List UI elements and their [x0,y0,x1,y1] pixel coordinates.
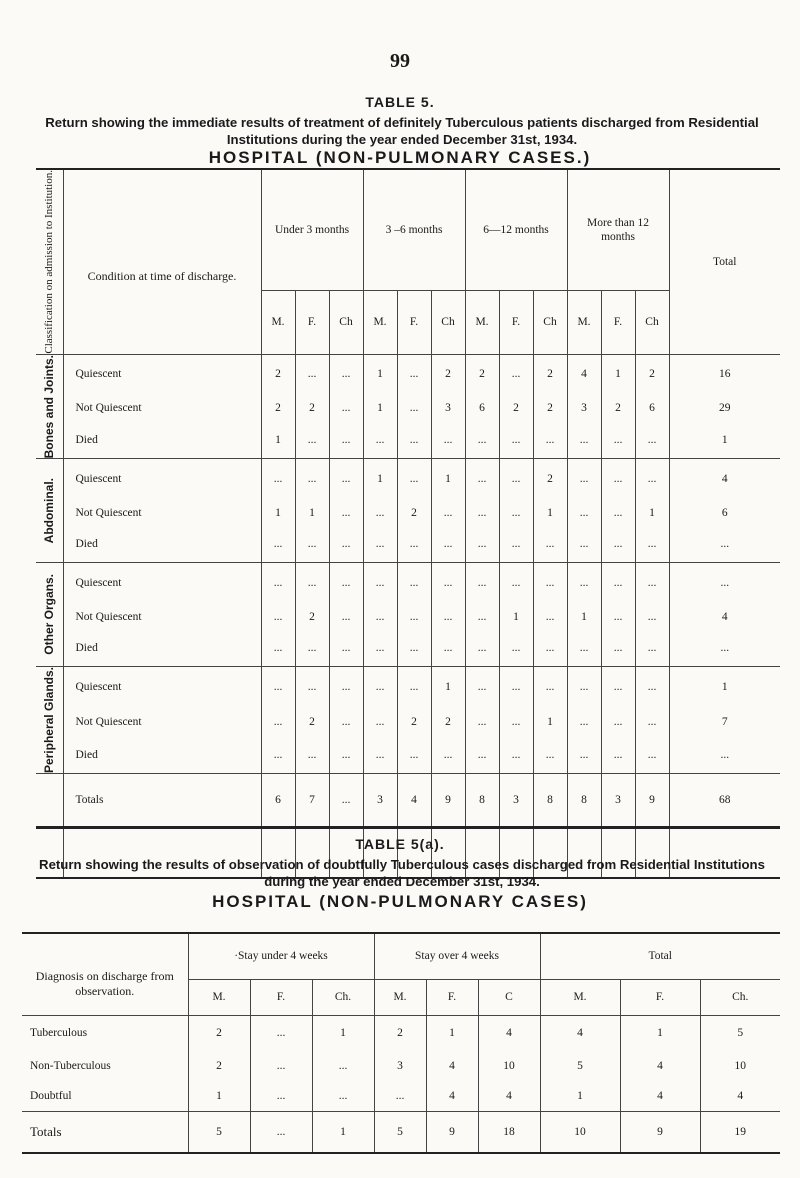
table-cell: ... [295,354,329,394]
table-cell: 4 [737,1090,744,1102]
table-cell: ... [397,736,431,773]
total-cell: 5 [374,1112,426,1154]
rule [36,826,780,829]
table-cell: 4 [478,1081,540,1112]
table-cell: ... [295,422,329,458]
condition-label: Died [63,736,261,773]
table-cell: ... [261,459,295,499]
table-cell: ... [312,1081,374,1112]
table-row [36,394,780,422]
sub-header: F. [426,979,478,1015]
table-cell: 2 [295,708,329,737]
table-cell: ... [329,499,363,527]
table-cell: 2 [635,354,669,394]
table-cell: 1 [721,681,728,694]
table-cell: ... [363,631,397,667]
table-cell: ... [397,603,431,631]
table-cell: 6 [465,394,499,422]
sub-header: Ch [431,290,465,354]
table-row [22,1081,780,1112]
table-cell: 4 [426,1081,478,1112]
table-cell: ... [465,563,499,603]
table-cell: ... [499,631,533,667]
table-cell: ... [329,736,363,773]
table-cell: ... [329,667,363,708]
table-cell: ... [567,459,601,499]
table-row [36,499,780,527]
total-cell: 18 [478,1112,540,1154]
table-cell: ... [499,736,533,773]
table-cell: 4 [540,1015,620,1051]
table-cell: ... [465,499,499,527]
table-cell: ... [465,422,499,458]
total-cell: 4 [397,774,431,878]
table-cell: 1 [533,708,567,737]
table-cell: ... [329,459,363,499]
table-cell: 1 [426,1015,478,1051]
total-header: Total [669,169,780,354]
table-cell: 4 [620,1051,700,1081]
table-cell: 7 [721,716,728,729]
sub-header: F. [601,290,635,354]
sub-header: F. [499,290,533,354]
condition-label: Quiescent [63,459,261,499]
table-cell: ... [261,527,295,563]
table-cell: ... [533,667,567,708]
table-cell: ... [635,603,669,631]
table-cell: 2 [533,354,567,394]
table-cell: 2 [261,354,295,394]
table-cell: ... [601,459,635,499]
table-cell: 29 [719,402,731,415]
table-cell: 2 [601,394,635,422]
condition-label: Not Quiescent [63,603,261,631]
total-cell: 3 [601,774,635,878]
table-cell: ... [499,422,533,458]
sub-header: Ch [533,290,567,354]
table-cell: ... [261,603,295,631]
table-row [36,631,780,667]
table-cell: 2 [431,708,465,737]
table-cell: 2 [295,603,329,631]
table-cell: ... [601,603,635,631]
table-cell: ... [397,563,431,603]
table-cell: 2 [397,708,431,737]
table-cell: 2 [499,394,533,422]
table-cell: ... [363,603,397,631]
total-cell: 3 [363,774,397,878]
table-cell: ... [669,527,780,563]
sub-header: M. [188,979,250,1015]
table-cell: ... [329,631,363,667]
table-cell: ... [363,667,397,708]
table-cell: ... [533,603,567,631]
table-cell: ... [329,603,363,631]
table-cell: 1 [431,667,465,708]
table-cell: 1 [363,394,397,422]
table-cell: ... [635,631,669,667]
table-cell: 3 [431,394,465,422]
table-cell: 1 [295,499,329,527]
table-cell: 2 [465,354,499,394]
table-cell: ... [720,576,730,589]
table-cell: ... [295,459,329,499]
total-cell: 3 [499,774,533,878]
table-cell: 4 [721,472,728,485]
total-cell: 8 [533,774,567,878]
table-cell: ... [567,499,601,527]
total-cell: 9 [431,774,465,878]
table-cell: 4 [567,354,601,394]
table-cell: ... [465,708,499,737]
sub-header: Ch [635,290,669,354]
diagnosis-label: Tuberculous [22,1015,188,1051]
table-cell: ... [431,631,465,667]
table-cell: ... [295,667,329,708]
table-cell: ... [601,667,635,708]
sub-header: F. [250,979,312,1015]
table-cell: ... [465,527,499,563]
table-cell: 1 [635,499,669,527]
table-cell: ... [295,527,329,563]
condition-label: Died [63,422,261,458]
table5a-label: TABLE 5(a). [355,836,445,852]
table-cell: 2 [374,1015,426,1051]
group-label: Other Organs. [36,563,63,667]
table-cell: ... [397,354,431,394]
total-cell: 19 [700,1112,780,1154]
table-cell: ... [329,563,363,603]
table-cell: ... [363,736,397,773]
table-cell: ... [465,603,499,631]
table-cell: ... [363,527,397,563]
period-header: 3 –6 months [363,169,465,290]
table-cell: ... [363,422,397,458]
table-cell: ... [635,708,669,737]
condition-label: Not Quiescent [63,499,261,527]
table-row [36,354,780,394]
sub-header: Ch. [700,979,780,1015]
table-cell: 16 [719,368,731,381]
table-cell: ... [533,527,567,563]
table-cell: 10 [478,1051,540,1081]
table-cell: ... [261,667,295,708]
table-cell: ... [261,631,295,667]
table-cell: 2 [431,354,465,394]
table-cell: ... [431,527,465,563]
total-cell: 8 [465,774,499,878]
sub-header: M. [261,290,295,354]
total-cell: 9 [635,774,669,878]
table-cell: ... [329,708,363,737]
table-cell: 2 [533,394,567,422]
table-cell: 4 [620,1081,700,1112]
total-cell: ... [250,1112,312,1154]
table-cell: 1 [499,603,533,631]
table-row [36,422,780,458]
table-cell: ... [567,631,601,667]
sub-header: M. [540,979,620,1015]
table-cell: 1 [363,354,397,394]
table5a-heading: HOSPITAL (NON-PULMONARY CASES) [212,892,588,911]
total-cell: 9 [620,1112,700,1154]
table-cell: ... [363,708,397,737]
table-cell: ... [431,603,465,631]
condition-label: Died [63,631,261,667]
table-cell: ... [635,667,669,708]
table-cell: 2 [295,394,329,422]
table-cell: ... [465,459,499,499]
table-cell: ... [499,708,533,737]
table-cell: 1 [188,1081,250,1112]
table-cell: ... [567,736,601,773]
table-cell: ... [601,527,635,563]
table-cell: 2 [533,459,567,499]
table-cell: ... [250,1015,312,1051]
table-row [36,667,780,708]
table-cell: ... [261,736,295,773]
sub-header: Ch. [312,979,374,1015]
table-row [36,603,780,631]
table-cell: 6 [635,394,669,422]
table-cell: 5 [540,1051,620,1081]
table-cell: 1 [540,1081,620,1112]
diagnosis-label: Non-Tuberculous [22,1051,188,1081]
sub-header: F. [397,290,431,354]
table-cell: ... [329,527,363,563]
group-header: Stay over 4 weeks [374,933,540,979]
total-cell: 1 [312,1112,374,1154]
table-cell: ... [567,422,601,458]
table-cell: ... [431,736,465,773]
table-cell: 1 [312,1015,374,1051]
table-cell: 5 [737,1027,744,1040]
table-cell: 6 [721,506,728,519]
table-cell: 3 [374,1051,426,1081]
table5-label: TABLE 5. [365,94,435,110]
table-cell: ... [533,563,567,603]
table-cell: ... [250,1051,312,1081]
sub-header: Ch [329,290,363,354]
table-cell: ... [465,667,499,708]
table-cell: 4 [478,1015,540,1051]
sub-header: M. [567,290,601,354]
table-row [36,708,780,737]
total-cell: 6 [261,774,295,878]
totals-label: Totals [22,1112,188,1154]
table-row [36,563,780,603]
table-cell: ... [601,422,635,458]
table-cell: 1 [567,603,601,631]
total-cell: 9 [426,1112,478,1154]
table-cell: ... [431,422,465,458]
table-cell: ... [250,1081,312,1112]
table-cell: ... [465,736,499,773]
table-cell: ... [567,527,601,563]
table-cell: ... [329,422,363,458]
condition-label: Quiescent [63,563,261,603]
table-row [36,736,780,773]
table-cell: ... [295,563,329,603]
sub-header: F. [620,979,700,1015]
table-cell: ... [363,563,397,603]
period-header: 6—12 months [465,169,567,290]
total-cell: 8 [567,774,601,878]
table-cell: ... [601,499,635,527]
table-cell: 1 [620,1015,700,1051]
table-cell: 2 [188,1051,250,1081]
table-cell: 10 [734,1060,746,1072]
diagnosis-label: Doubtful [22,1081,188,1112]
table-cell: ... [635,422,669,458]
table-cell: ... [397,394,431,422]
total-cell: 10 [540,1112,620,1154]
group-header: ·Stay under 4 weeks [188,933,374,979]
table-cell: 2 [188,1015,250,1051]
sub-header: C [478,979,540,1015]
table-cell: ... [465,631,499,667]
table-cell: ... [431,499,465,527]
table-cell: ... [601,631,635,667]
totals-label: Totals [63,774,261,878]
classification-header: Classification on admission to Institution. [36,169,63,354]
table-cell: ... [397,667,431,708]
table-cell: ... [397,631,431,667]
group-label: Abdominal. [36,459,63,563]
total-cell: 68 [719,794,731,807]
table-row [22,1015,780,1051]
table-cell: ... [669,631,780,667]
table-cell: ... [567,563,601,603]
table-cell: 2 [397,499,431,527]
table-cell: ... [601,736,635,773]
table-cell: ... [601,708,635,737]
table-cell: ... [499,354,533,394]
table-row [22,1051,780,1081]
table-cell: ... [635,459,669,499]
sub-header: M. [374,979,426,1015]
period-header: Under 3 months [261,169,363,290]
table-cell: ... [533,422,567,458]
table-cell: ... [312,1051,374,1081]
group-header: Total [540,933,780,979]
table-cell: ... [295,736,329,773]
table-cell: 4 [721,610,728,623]
table-cell: ... [397,527,431,563]
diagnosis-header: Diagnosis on discharge from observation. [22,933,188,1015]
table-cell: ... [261,563,295,603]
total-cell: ... [329,774,363,878]
table-cell: ... [295,631,329,667]
table-cell: 1 [601,354,635,394]
table-cell: ... [635,527,669,563]
table-cell: ... [567,708,601,737]
period-header: More than 12 months [567,169,669,290]
table-cell: ... [363,499,397,527]
table-cell: 1 [533,499,567,527]
table-row [36,459,780,499]
table-cell: ... [499,459,533,499]
table-cell: ... [431,563,465,603]
table-cell: ... [499,667,533,708]
table-cell: ... [601,563,635,603]
table-row [36,527,780,563]
table5a [22,932,780,1154]
table-cell: ... [261,708,295,737]
total-cell: 5 [188,1112,250,1154]
table-cell: ... [533,736,567,773]
table-cell: 4 [426,1051,478,1081]
table5a-description: Return showing the results of observation of doubtfully Tuberculous cases discharged from Residential Institutions during the year ended December 31st, 1934. [39,857,765,889]
table-cell: ... [397,459,431,499]
table-cell: 1 [431,459,465,499]
table-cell: ... [499,499,533,527]
condition-label: Not Quiescent [63,394,261,422]
totals-row [22,1112,780,1154]
condition-label: Quiescent [63,667,261,708]
table5-heading: HOSPITAL (NON-PULMONARY CASES.) [208,148,592,167]
table-cell: ... [499,527,533,563]
table-cell: ... [397,422,431,458]
sub-header: M. [363,290,397,354]
table-cell: ... [635,563,669,603]
condition-label: Not Quiescent [63,708,261,737]
group-label: Bones and Joints. [36,354,63,458]
sub-header: F. [295,290,329,354]
condition-header: Condition at time of discharge. [63,169,261,354]
table-cell: 1 [363,459,397,499]
table-cell: ... [669,736,780,773]
table-cell: 2 [261,394,295,422]
table-cell: ... [374,1081,426,1112]
condition-label: Died [63,527,261,563]
table-cell: ... [499,563,533,603]
table-cell: 1 [669,422,780,458]
group-label: Peripheral Glands. [36,667,63,774]
page-number: 99 [390,50,410,72]
table-cell: ... [635,736,669,773]
table-cell: 1 [261,422,295,458]
condition-label: Quiescent [63,354,261,394]
table-cell: 3 [567,394,601,422]
table-cell: ... [329,354,363,394]
sub-header: M. [465,290,499,354]
table5 [36,168,780,879]
table5-description: Return showing the immediate results of treatment of definitely Tuberculous patients discharged from Residential Institutions during the year ended December 31st, 1934. [45,115,759,147]
table-cell: ... [533,631,567,667]
table-cell: 1 [261,499,295,527]
table-cell: ... [567,667,601,708]
total-cell: 7 [295,774,329,878]
table-cell: ... [329,394,363,422]
